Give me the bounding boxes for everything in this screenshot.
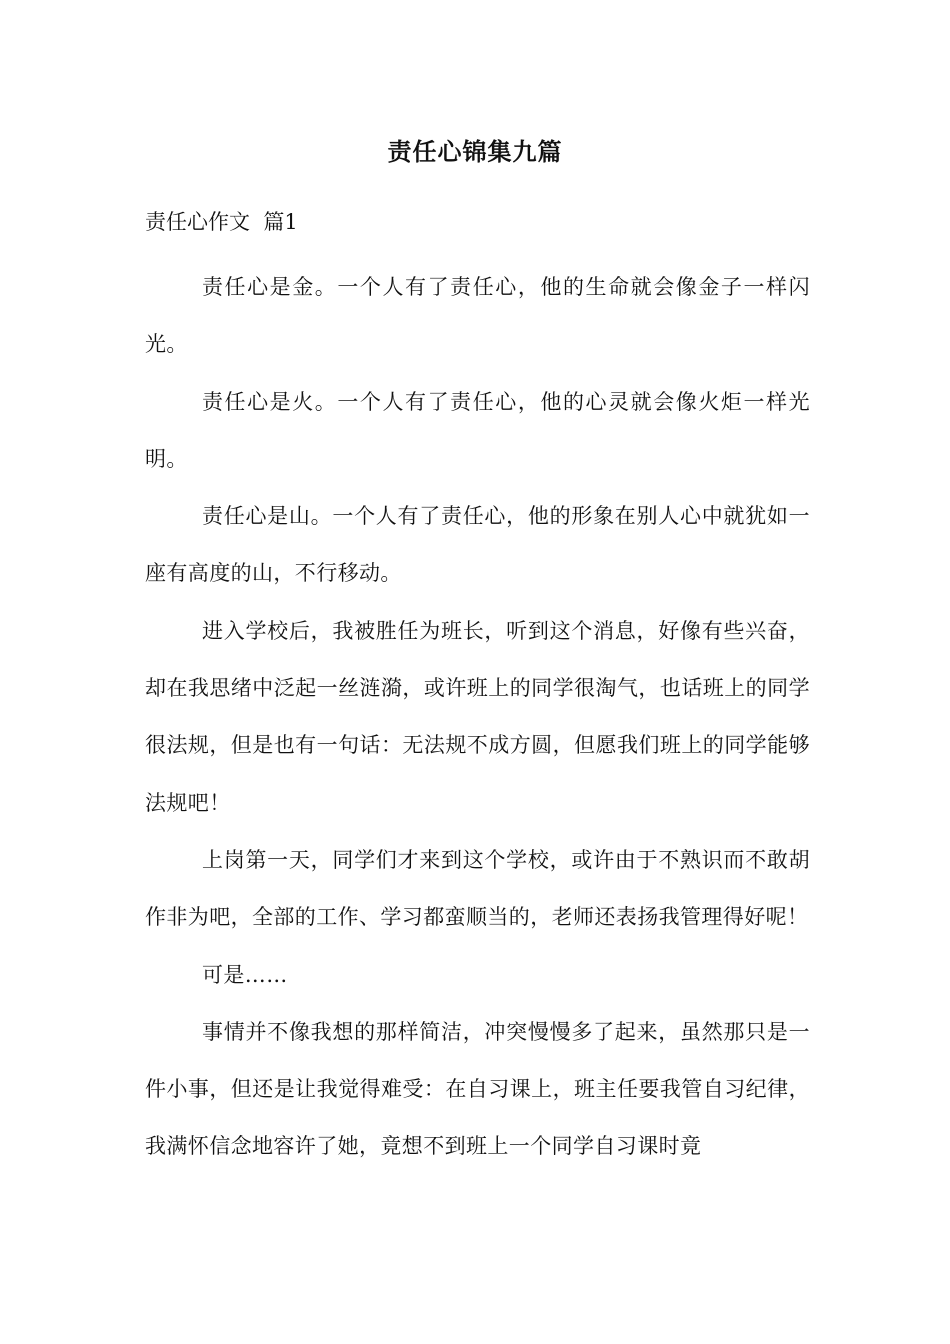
paragraph-3: 责任心是山。一个人有了责任心，他的形象在别人心中就犹如一座有高度的山，不行移动。 bbox=[145, 504, 810, 586]
paragraph-4: 进入学校后，我被胜任为班长，听到这个消息，好像有些兴奋，却在我思绪中泛起一丝涟漪，或许班上的同学很淘气，也话班上的同学很法规，但是也有一句话：无法规不成方圆，但愿我们班上的同学能够法规吧！ bbox=[145, 618, 810, 815]
paragraph-5: 上岗第一天，同学们才来到这个学校，或许由于不熟识而不敢胡作非为吧，全部的工作、学习都蛮顺当的，老师还表扬我管理得好呢！ bbox=[145, 847, 810, 930]
paragraph-6: 可是…… bbox=[202, 962, 288, 987]
document-title: 责任心锦集九篇 bbox=[387, 137, 563, 166]
paragraph-7: 事情并不像我想的那样简洁，冲突慢慢多了起来，虽然那只是一件小事，但还是让我觉得难受：在自习课上，班主任要我管自习纪律，我满怀信念地容许了她，竟想不到班上一个同学自习课时竟 bbox=[145, 1019, 810, 1159]
paragraph-2: 责任心是火。一个人有了责任心，他的心灵就会像火炬一样光明。 bbox=[145, 389, 810, 471]
section-heading: 责任心作文 篇1 bbox=[145, 210, 298, 234]
document-body bbox=[145, 259, 810, 1176]
paragraph-1: 责任心是金。一个人有了责任心，他的生命就会像金子一样闪光。 bbox=[145, 275, 810, 357]
